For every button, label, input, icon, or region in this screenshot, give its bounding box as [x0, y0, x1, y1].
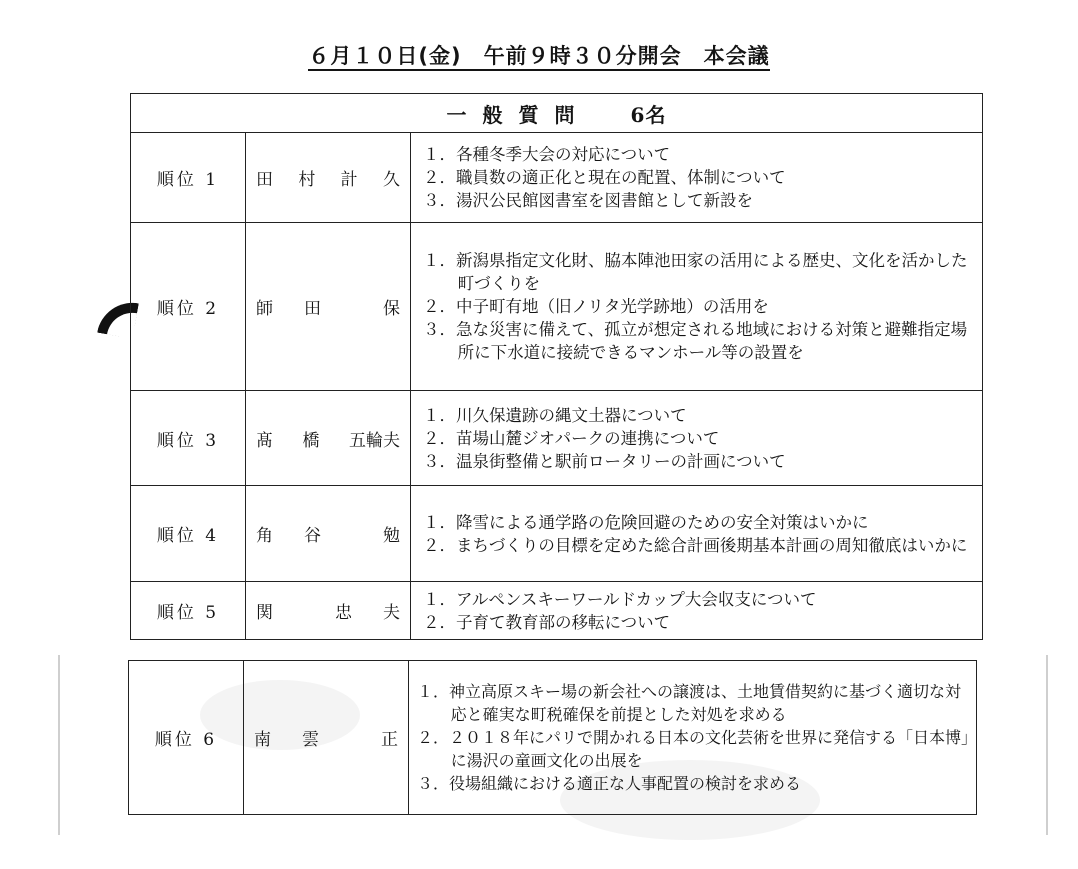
questions-table-continued: [128, 660, 977, 815]
rank-cell: 順位 2: [131, 223, 246, 391]
topic-item: ３．温泉街整備と駅前ロータリーの計画について: [423, 451, 786, 471]
topic-item: １．新潟県指定文化財、脇本陣池田家の活用による歴史、文化を活かした町づくりを: [423, 251, 968, 293]
topic-item: ３．役場組織における適正な人事配置の検討を求める: [417, 774, 802, 793]
topic-item: ３．急な災害に備えて、孤立が想定される地域における対策と避難指定場所に下水道に接続できるマンホール等の設置を: [423, 320, 968, 362]
topic-item: ２．苗場山麓ジオパークの連携について: [423, 428, 720, 448]
topics-cell: [411, 582, 983, 640]
topic-item: ２．職員数の適正化と現在の配置、体制について: [423, 168, 786, 187]
page-title: [0, 40, 1078, 70]
name-char: 夫: [383, 603, 400, 623]
topic-item: ２．まちづくりの目標を定めた総合計画後期基本計画の周知徹底はいかに: [423, 535, 968, 555]
topic-item: １．神立高原スキー場の新会社への譲渡は、土地賃借契約に基づく適切な対応と確実な町税確保を前提とした対処を求める: [417, 682, 962, 724]
topic-item: １．川久保遺跡の縄文土器について: [423, 405, 687, 425]
scan-edge-left: [58, 655, 60, 835]
name-char: 南: [254, 730, 271, 750]
name-cell: [246, 223, 411, 391]
topics-cell: [411, 133, 983, 223]
name-char: 久: [382, 170, 400, 190]
topic-item: １．アルペンスキーワールドカップ大会収支について: [423, 589, 817, 609]
rank-cell: 順位 3: [131, 391, 246, 486]
rank-cell: 順位 6: [129, 661, 244, 815]
name-char: 勉: [383, 526, 400, 546]
name-cell: [246, 486, 411, 582]
rank-cell: 順位 5: [131, 582, 246, 640]
topics-cell: [409, 661, 977, 815]
table-row: [131, 223, 983, 391]
name-char: 角: [256, 526, 273, 546]
name-cell: [246, 391, 411, 486]
topics-cell: [411, 223, 983, 391]
name-cell: [246, 133, 411, 223]
topic-item: ２．子育て教育部の移転について: [423, 612, 671, 632]
name-cell: [246, 582, 411, 640]
table-header: [131, 94, 983, 133]
topic-item: １．降雪による通学路の危険回避のための安全対策はいかに: [423, 512, 869, 532]
name-char: 村: [298, 170, 316, 190]
name-cell: [244, 661, 409, 815]
topic-item: １．各種冬季大会の対応について: [423, 145, 671, 164]
name-char: 橋: [302, 430, 320, 451]
name-char: 計: [340, 170, 358, 190]
topics-cell: [411, 391, 983, 486]
table-row: [129, 661, 977, 815]
rank-cell: 順位 4: [131, 486, 246, 582]
rank-cell: 順位 1: [131, 133, 246, 223]
header-label: 一般質問: [446, 102, 591, 127]
name-char: 田: [304, 299, 321, 319]
name-char: 保: [383, 299, 400, 319]
name-char: 谷: [304, 526, 321, 546]
name-char: 五輪夫: [349, 430, 400, 451]
topic-item: ３．湯沢公民館図書室を図書館として新設を: [423, 191, 753, 210]
name-char: 雲: [302, 730, 319, 750]
name-char: 田: [256, 170, 273, 190]
table-row: [131, 133, 983, 223]
name-char: 関: [256, 603, 273, 623]
name-char: 髙: [256, 430, 273, 451]
header-count: 6名: [630, 102, 667, 127]
name-char: 忠: [335, 603, 352, 623]
topic-item: ２．２０１８年にパリで開かれる日本の文化芸術を世界に発信する「日本博」に湯沢の童画文化の出展を: [417, 728, 970, 770]
questions-table: [130, 93, 983, 640]
title-text: ６月１０日(金) 午前９時３０分開会 本会議: [308, 44, 769, 71]
table-row: [131, 486, 983, 582]
table-row: [131, 582, 983, 640]
table-header-row: [131, 94, 983, 133]
scan-edge-right: [1046, 655, 1048, 835]
name-char: 正: [381, 730, 398, 750]
topics-cell: [411, 486, 983, 582]
name-char: 師: [256, 299, 273, 319]
table-row: [131, 391, 983, 486]
topic-item: ２．中子町有地（旧ノリタ光学跡地）の活用を: [423, 297, 769, 316]
